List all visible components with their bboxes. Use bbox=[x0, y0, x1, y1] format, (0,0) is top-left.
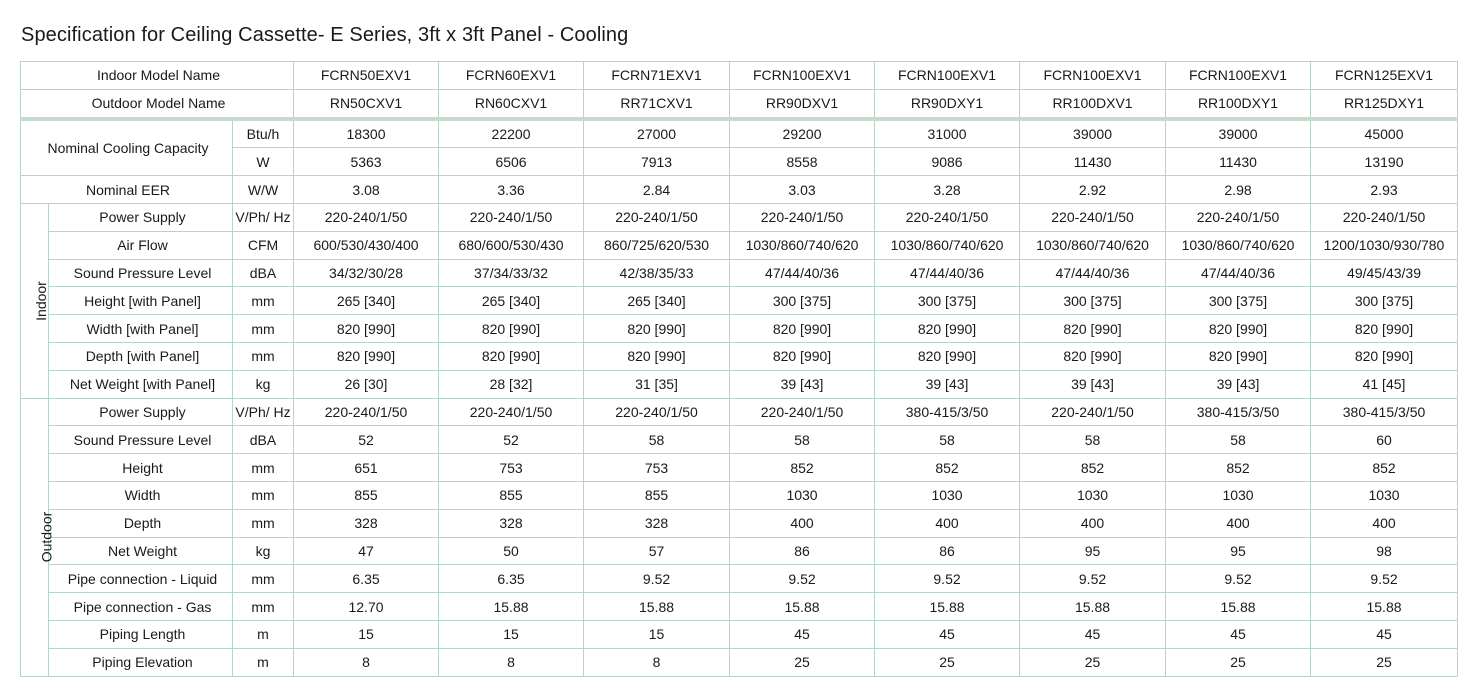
value-cell: RN60CXV1 bbox=[439, 89, 584, 118]
value-cell: 400 bbox=[1020, 509, 1166, 537]
value-cell: 29200 bbox=[730, 119, 875, 148]
value-cell: 6.35 bbox=[439, 565, 584, 593]
value-cell: 220-240/1/50 bbox=[1311, 203, 1458, 231]
value-cell: 15 bbox=[294, 620, 439, 648]
value-cell: 9.52 bbox=[1311, 565, 1458, 593]
value-cell: 1030 bbox=[875, 481, 1020, 509]
value-cell: 47/44/40/36 bbox=[730, 259, 875, 287]
value-cell: 57 bbox=[584, 537, 730, 565]
row-label: Sound Pressure Level bbox=[49, 426, 233, 454]
value-cell: 860/725/620/530 bbox=[584, 231, 730, 259]
outdoor-spec-row bbox=[21, 509, 1458, 537]
value-cell: 400 bbox=[1166, 509, 1311, 537]
value-cell: 15.88 bbox=[584, 593, 730, 621]
value-cell: 47/44/40/36 bbox=[875, 259, 1020, 287]
value-cell: FCRN50EXV1 bbox=[294, 62, 439, 90]
value-cell: 86 bbox=[730, 537, 875, 565]
row-label: Air Flow bbox=[49, 231, 233, 259]
row-label: Pipe connection - Liquid bbox=[49, 565, 233, 593]
value-cell: 98 bbox=[1311, 537, 1458, 565]
row-label: Height [with Panel] bbox=[49, 287, 233, 315]
value-cell: 400 bbox=[730, 509, 875, 537]
value-cell: 58 bbox=[730, 426, 875, 454]
value-cell: 25 bbox=[730, 648, 875, 676]
value-cell: 47 bbox=[294, 537, 439, 565]
value-cell: 15.88 bbox=[439, 593, 584, 621]
row-label: Depth [with Panel] bbox=[49, 342, 233, 370]
value-cell: FCRN100EXV1 bbox=[730, 62, 875, 90]
value-cell: RR100DXV1 bbox=[1020, 89, 1166, 118]
row-label: Height bbox=[49, 454, 233, 482]
value-cell: 8 bbox=[439, 648, 584, 676]
value-cell: 2.98 bbox=[1166, 176, 1311, 204]
value-cell: 220-240/1/50 bbox=[730, 398, 875, 426]
unit-cell: mm bbox=[233, 593, 294, 621]
outdoor-spec-row bbox=[21, 593, 1458, 621]
value-cell: 3.36 bbox=[439, 176, 584, 204]
value-cell: 25 bbox=[1020, 648, 1166, 676]
value-cell: 220-240/1/50 bbox=[439, 398, 584, 426]
value-cell: 855 bbox=[584, 481, 730, 509]
value-cell: 6506 bbox=[439, 148, 584, 176]
value-cell: 220-240/1/50 bbox=[294, 203, 439, 231]
value-cell: 45000 bbox=[1311, 119, 1458, 148]
value-cell: 852 bbox=[1020, 454, 1166, 482]
value-cell: 1030 bbox=[730, 481, 875, 509]
value-cell: 651 bbox=[294, 454, 439, 482]
spec-table bbox=[20, 61, 1458, 677]
value-cell: 3.08 bbox=[294, 176, 439, 204]
value-cell: 380-415/3/50 bbox=[875, 398, 1020, 426]
value-cell: 42/38/35/33 bbox=[584, 259, 730, 287]
outdoor-model-label: Outdoor Model Name bbox=[21, 89, 294, 118]
value-cell: 9086 bbox=[875, 148, 1020, 176]
row-label: Power Supply bbox=[49, 203, 233, 231]
unit-cell: mm bbox=[233, 287, 294, 315]
value-cell: 852 bbox=[1166, 454, 1311, 482]
value-cell: 820 [990] bbox=[1020, 342, 1166, 370]
eer-label: Nominal EER bbox=[21, 176, 233, 204]
value-cell: 58 bbox=[584, 426, 730, 454]
value-cell: 820 [990] bbox=[439, 315, 584, 343]
unit-cell: kg bbox=[233, 537, 294, 565]
value-cell: 9.52 bbox=[1166, 565, 1311, 593]
value-cell: 58 bbox=[1020, 426, 1166, 454]
unit-cell: kg bbox=[233, 370, 294, 398]
value-cell: 15.88 bbox=[730, 593, 875, 621]
indoor-spec-row bbox=[21, 287, 1458, 315]
value-cell: 753 bbox=[584, 454, 730, 482]
value-cell: 1030 bbox=[1166, 481, 1311, 509]
unit-cell: dBA bbox=[233, 259, 294, 287]
value-cell: 820 [990] bbox=[1020, 315, 1166, 343]
row-label: Width [with Panel] bbox=[49, 315, 233, 343]
unit-cell: V/Ph/ Hz bbox=[233, 203, 294, 231]
indoor-spec-row bbox=[21, 203, 1458, 231]
outdoor-spec-row bbox=[21, 537, 1458, 565]
unit-cell: CFM bbox=[233, 231, 294, 259]
value-cell: 820 [990] bbox=[584, 342, 730, 370]
indoor-model-row bbox=[21, 62, 1458, 90]
row-label: Sound Pressure Level bbox=[49, 259, 233, 287]
indoor-group-label: Indoor bbox=[32, 280, 49, 321]
value-cell: 11430 bbox=[1166, 148, 1311, 176]
value-cell: 2.92 bbox=[1020, 176, 1166, 204]
value-cell: 328 bbox=[294, 509, 439, 537]
outdoor-spec-row bbox=[21, 481, 1458, 509]
value-cell: 300 [375] bbox=[875, 287, 1020, 315]
value-cell: 8558 bbox=[730, 148, 875, 176]
value-cell: 52 bbox=[294, 426, 439, 454]
value-cell: 27000 bbox=[584, 119, 730, 148]
value-cell: 22200 bbox=[439, 119, 584, 148]
row-label: Width bbox=[49, 481, 233, 509]
outdoor-spec-row bbox=[21, 648, 1458, 676]
value-cell: 220-240/1/50 bbox=[1166, 203, 1311, 231]
value-cell: 220-240/1/50 bbox=[584, 203, 730, 231]
value-cell: 820 [990] bbox=[1311, 315, 1458, 343]
value-cell: 12.70 bbox=[294, 593, 439, 621]
value-cell: 400 bbox=[1311, 509, 1458, 537]
unit-cell: W bbox=[233, 148, 294, 176]
value-cell: 58 bbox=[1166, 426, 1311, 454]
value-cell: 45 bbox=[1166, 620, 1311, 648]
value-cell: 300 [375] bbox=[1020, 287, 1166, 315]
indoor-spec-row bbox=[21, 259, 1458, 287]
unit-cell: mm bbox=[233, 565, 294, 593]
value-cell: 15.88 bbox=[1311, 593, 1458, 621]
unit-cell: mm bbox=[233, 342, 294, 370]
indoor-spec-row bbox=[21, 370, 1458, 398]
row-label: Depth bbox=[49, 509, 233, 537]
value-cell: 1030/860/740/620 bbox=[1166, 231, 1311, 259]
value-cell: 380-415/3/50 bbox=[1166, 398, 1311, 426]
value-cell: 39000 bbox=[1020, 119, 1166, 148]
value-cell: 86 bbox=[875, 537, 1020, 565]
value-cell: 220-240/1/50 bbox=[1020, 203, 1166, 231]
value-cell: 820 [990] bbox=[1166, 342, 1311, 370]
outdoor-spec-row bbox=[21, 620, 1458, 648]
value-cell: 300 [375] bbox=[1311, 287, 1458, 315]
value-cell: 820 [990] bbox=[1166, 315, 1311, 343]
value-cell: 220-240/1/50 bbox=[730, 203, 875, 231]
value-cell: 39 [43] bbox=[875, 370, 1020, 398]
value-cell: 220-240/1/50 bbox=[875, 203, 1020, 231]
value-cell: 820 [990] bbox=[730, 315, 875, 343]
value-cell: 820 [990] bbox=[875, 342, 1020, 370]
value-cell: 39000 bbox=[1166, 119, 1311, 148]
value-cell: 41 [45] bbox=[1311, 370, 1458, 398]
value-cell: FCRN60EXV1 bbox=[439, 62, 584, 90]
value-cell: 52 bbox=[439, 426, 584, 454]
value-cell: 852 bbox=[1311, 454, 1458, 482]
indoor-spec-row bbox=[21, 342, 1458, 370]
eer-row bbox=[21, 176, 1458, 204]
value-cell: 300 [375] bbox=[1166, 287, 1311, 315]
unit-cell: mm bbox=[233, 481, 294, 509]
value-cell: 6.35 bbox=[294, 565, 439, 593]
unit-cell: mm bbox=[233, 454, 294, 482]
value-cell: 1030/860/740/620 bbox=[1020, 231, 1166, 259]
value-cell: 25 bbox=[1311, 648, 1458, 676]
value-cell: 265 [340] bbox=[439, 287, 584, 315]
value-cell: 95 bbox=[1020, 537, 1166, 565]
value-cell: 15 bbox=[584, 620, 730, 648]
spec-table-body bbox=[21, 62, 1458, 677]
value-cell: 8 bbox=[294, 648, 439, 676]
value-cell: 13190 bbox=[1311, 148, 1458, 176]
cooling-capacity-row bbox=[21, 148, 1458, 176]
value-cell: 265 [340] bbox=[584, 287, 730, 315]
value-cell: 220-240/1/50 bbox=[294, 398, 439, 426]
value-cell: FCRN100EXV1 bbox=[875, 62, 1020, 90]
value-cell: 855 bbox=[294, 481, 439, 509]
page-title: Specification for Ceiling Cassette- E Series, 3ft x 3ft Panel - Cooling bbox=[21, 24, 629, 46]
value-cell: 31 [35] bbox=[584, 370, 730, 398]
value-cell: 328 bbox=[439, 509, 584, 537]
value-cell: 753 bbox=[439, 454, 584, 482]
value-cell: 9.52 bbox=[584, 565, 730, 593]
value-cell: 39 [43] bbox=[1166, 370, 1311, 398]
unit-cell: W/W bbox=[233, 176, 294, 204]
cooling-capacity-row bbox=[21, 119, 1458, 148]
value-cell: 9.52 bbox=[730, 565, 875, 593]
unit-cell: m bbox=[233, 620, 294, 648]
value-cell: 380-415/3/50 bbox=[1311, 398, 1458, 426]
value-cell: 9.52 bbox=[1020, 565, 1166, 593]
value-cell: 1030/860/740/620 bbox=[875, 231, 1020, 259]
value-cell: 8 bbox=[584, 648, 730, 676]
row-label: Net Weight bbox=[49, 537, 233, 565]
value-cell: 2.84 bbox=[584, 176, 730, 204]
indoor-spec-row bbox=[21, 315, 1458, 343]
value-cell: 820 [990] bbox=[439, 342, 584, 370]
value-cell: RR71CXV1 bbox=[584, 89, 730, 118]
indoor-group-cell bbox=[21, 203, 49, 398]
outdoor-spec-row bbox=[21, 398, 1458, 426]
value-cell: 600/530/430/400 bbox=[294, 231, 439, 259]
value-cell: FCRN71EXV1 bbox=[584, 62, 730, 90]
value-cell: FCRN100EXV1 bbox=[1166, 62, 1311, 90]
value-cell: 3.03 bbox=[730, 176, 875, 204]
value-cell: 49/45/43/39 bbox=[1311, 259, 1458, 287]
value-cell: 9.52 bbox=[875, 565, 1020, 593]
value-cell: 31000 bbox=[875, 119, 1020, 148]
value-cell: 45 bbox=[875, 620, 1020, 648]
unit-cell: V/Ph/ Hz bbox=[233, 398, 294, 426]
value-cell: 1030 bbox=[1311, 481, 1458, 509]
value-cell: 34/32/30/28 bbox=[294, 259, 439, 287]
outdoor-spec-row bbox=[21, 426, 1458, 454]
value-cell: 5363 bbox=[294, 148, 439, 176]
value-cell: 820 [990] bbox=[730, 342, 875, 370]
value-cell: 400 bbox=[875, 509, 1020, 537]
value-cell: 11430 bbox=[1020, 148, 1166, 176]
value-cell: 265 [340] bbox=[294, 287, 439, 315]
value-cell: 25 bbox=[1166, 648, 1311, 676]
value-cell: RR125DXY1 bbox=[1311, 89, 1458, 118]
value-cell: FCRN125EXV1 bbox=[1311, 62, 1458, 90]
value-cell: 45 bbox=[730, 620, 875, 648]
outdoor-spec-row bbox=[21, 454, 1458, 482]
outdoor-model-row bbox=[21, 89, 1458, 118]
value-cell: 1030/860/740/620 bbox=[730, 231, 875, 259]
row-label: Net Weight [with Panel] bbox=[49, 370, 233, 398]
unit-cell: dBA bbox=[233, 426, 294, 454]
value-cell: 2.93 bbox=[1311, 176, 1458, 204]
value-cell: 328 bbox=[584, 509, 730, 537]
unit-cell: m bbox=[233, 648, 294, 676]
value-cell: 820 [990] bbox=[584, 315, 730, 343]
outdoor-spec-row bbox=[21, 565, 1458, 593]
value-cell: 1200/1030/930/780 bbox=[1311, 231, 1458, 259]
value-cell: 300 [375] bbox=[730, 287, 875, 315]
value-cell: 680/600/530/430 bbox=[439, 231, 584, 259]
value-cell: 47/44/40/36 bbox=[1020, 259, 1166, 287]
row-label: Pipe connection - Gas bbox=[49, 593, 233, 621]
indoor-model-label: Indoor Model Name bbox=[21, 62, 294, 90]
value-cell: 15.88 bbox=[1166, 593, 1311, 621]
value-cell: 3.28 bbox=[875, 176, 1020, 204]
value-cell: FCRN100EXV1 bbox=[1020, 62, 1166, 90]
cooling-capacity-label: Nominal Cooling Capacity bbox=[21, 119, 233, 176]
value-cell: 15 bbox=[439, 620, 584, 648]
value-cell: 220-240/1/50 bbox=[439, 203, 584, 231]
value-cell: 39 [43] bbox=[1020, 370, 1166, 398]
value-cell: 26 [30] bbox=[294, 370, 439, 398]
value-cell: 50 bbox=[439, 537, 584, 565]
value-cell: 25 bbox=[875, 648, 1020, 676]
value-cell: RR90DXY1 bbox=[875, 89, 1020, 118]
value-cell: 28 [32] bbox=[439, 370, 584, 398]
indoor-spec-row bbox=[21, 231, 1458, 259]
value-cell: 855 bbox=[439, 481, 584, 509]
value-cell: 18300 bbox=[294, 119, 439, 148]
value-cell: 852 bbox=[875, 454, 1020, 482]
value-cell: 37/34/33/32 bbox=[439, 259, 584, 287]
value-cell: 15.88 bbox=[875, 593, 1020, 621]
row-label: Power Supply bbox=[49, 398, 233, 426]
value-cell: 820 [990] bbox=[875, 315, 1020, 343]
unit-cell: mm bbox=[233, 509, 294, 537]
value-cell: 15.88 bbox=[1020, 593, 1166, 621]
unit-cell: mm bbox=[233, 315, 294, 343]
value-cell: RN50CXV1 bbox=[294, 89, 439, 118]
unit-cell: Btu/h bbox=[233, 119, 294, 148]
value-cell: 95 bbox=[1166, 537, 1311, 565]
value-cell: 47/44/40/36 bbox=[1166, 259, 1311, 287]
value-cell: 220-240/1/50 bbox=[1020, 398, 1166, 426]
value-cell: 820 [990] bbox=[294, 342, 439, 370]
outdoor-group-cell bbox=[21, 398, 55, 676]
value-cell: 58 bbox=[875, 426, 1020, 454]
value-cell: 820 [990] bbox=[294, 315, 439, 343]
value-cell: 1030 bbox=[1020, 481, 1166, 509]
value-cell: 45 bbox=[1020, 620, 1166, 648]
value-cell: 39 [43] bbox=[730, 370, 875, 398]
value-cell: 820 [990] bbox=[1311, 342, 1458, 370]
value-cell: 45 bbox=[1311, 620, 1458, 648]
outdoor-group-label: Outdoor bbox=[38, 511, 55, 563]
row-label: Piping Elevation bbox=[49, 648, 233, 676]
row-label: Piping Length bbox=[49, 620, 233, 648]
value-cell: RR100DXY1 bbox=[1166, 89, 1311, 118]
value-cell: 852 bbox=[730, 454, 875, 482]
value-cell: 60 bbox=[1311, 426, 1458, 454]
value-cell: 220-240/1/50 bbox=[584, 398, 730, 426]
value-cell: RR90DXV1 bbox=[730, 89, 875, 118]
value-cell: 7913 bbox=[584, 148, 730, 176]
